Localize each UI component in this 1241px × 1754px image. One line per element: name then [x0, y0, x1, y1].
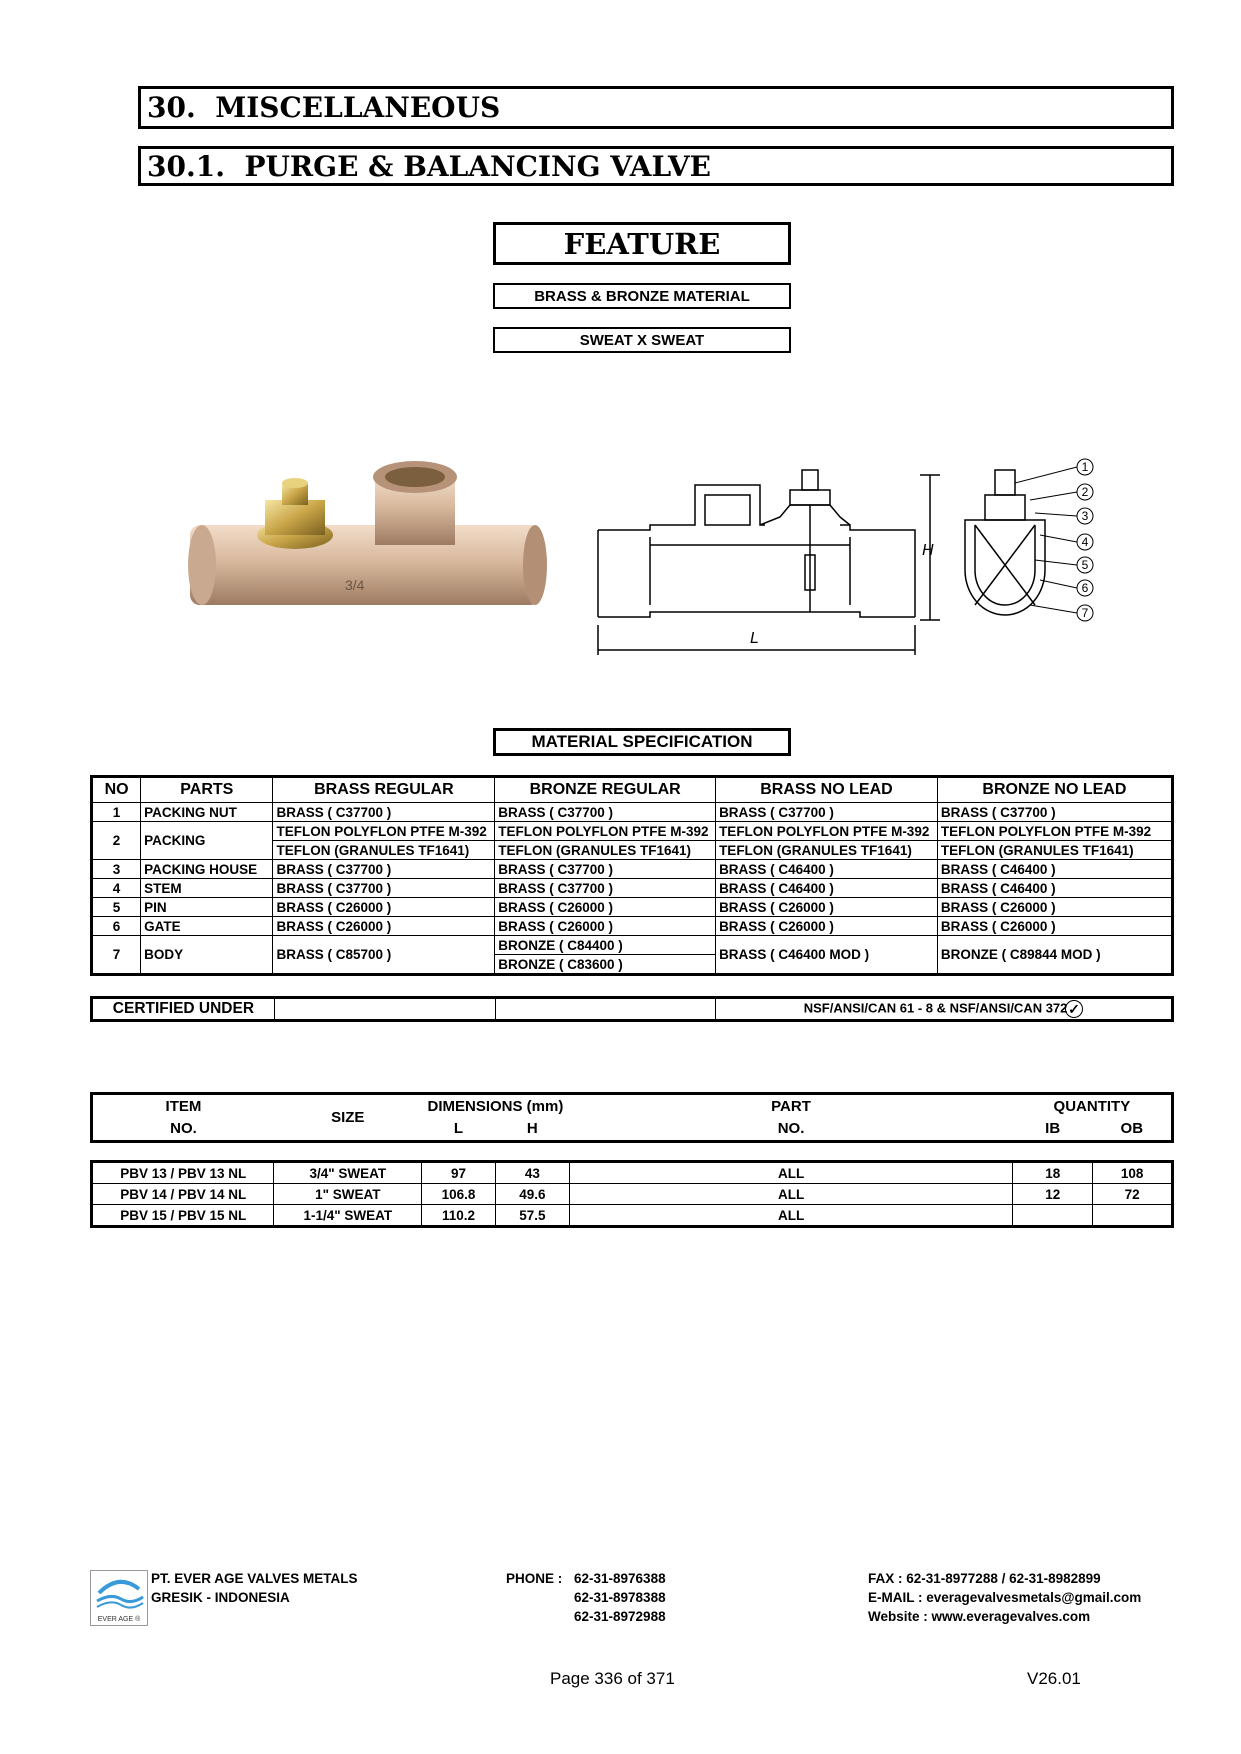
cell [495, 998, 715, 1021]
cell: 3/4" SWEAT [274, 1162, 422, 1184]
table-row [92, 803, 1173, 822]
cell: PBV 15 / PBV 15 NL [92, 1205, 274, 1227]
cell: 4 [92, 879, 141, 898]
cell: BRASS ( C85700 ) [273, 936, 495, 975]
cell: PACKING [141, 822, 273, 860]
callout-1: 1 [1081, 460, 1089, 474]
cell: 57.5 [495, 1205, 569, 1227]
cell: 108 [1093, 1162, 1173, 1184]
callout-6: 6 [1081, 581, 1089, 595]
table-row [92, 879, 1173, 898]
cell: 97 [422, 1162, 496, 1184]
page-number: Page 336 of 371 [550, 1669, 675, 1688]
cell: 1 [92, 803, 141, 822]
company-city: GRESIK - INDONESIA [151, 1590, 290, 1605]
cell: TEFLON (GRANULES TF1641) [716, 841, 938, 860]
photo-marking: 3/4 [345, 577, 365, 593]
header-size: SIZE [331, 1109, 365, 1126]
cell: BRASS ( C37700 ) [273, 803, 495, 822]
callout-3: 3 [1081, 509, 1089, 523]
phone-number: 62-31-8978388 [574, 1590, 666, 1605]
cell: ALL [569, 1162, 1013, 1184]
table-row [92, 898, 1173, 917]
phone-number: 62-31-8976388 [574, 1571, 666, 1586]
company-logo [90, 1570, 148, 1626]
table-row [92, 822, 1173, 841]
col-header: BRONZE NO LEAD [937, 777, 1172, 803]
cell: BRASS ( C46400 ) [716, 860, 938, 879]
table-row [92, 917, 1173, 936]
header-qty: QUANTITY [1053, 1097, 1131, 1115]
cell: BRONZE ( C84400 ) [495, 936, 716, 955]
callout-5: 5 [1081, 558, 1089, 572]
cell: BRASS ( C46400 ) [716, 879, 938, 898]
feature-title: FEATURE [493, 222, 791, 265]
col-header: BRONZE REGULAR [495, 777, 716, 803]
cell: STEM [141, 879, 273, 898]
cell: PBV 13 / PBV 13 NL [92, 1162, 274, 1184]
phone-number: 62-31-8972988 [574, 1609, 666, 1624]
callout-4: 4 [1081, 535, 1089, 549]
certified-label: CERTIFIED UNDER [92, 998, 275, 1021]
cell: BRASS ( C37700 ) [495, 860, 716, 879]
contact-info [868, 1569, 1141, 1626]
email: E-MAIL : everagevalvesmetals@gmail.com [868, 1590, 1142, 1605]
cell: 5 [92, 898, 141, 917]
certified-value [715, 998, 1172, 1021]
cell: 49.6 [495, 1184, 569, 1205]
cell: BRASS ( C37700 ) [495, 879, 716, 898]
header-part-no: NO. [777, 1120, 805, 1138]
cell: 18 [1013, 1162, 1093, 1184]
cell: 3 [92, 860, 141, 879]
cell: 12 [1013, 1184, 1093, 1205]
technical-drawing [590, 455, 1110, 665]
version: V26.01 [1027, 1669, 1081, 1688]
col-header: BRASS NO LEAD [716, 777, 938, 803]
material-spec-table [90, 775, 1174, 976]
section-title-text: 30. MISCELLANEOUS [147, 91, 501, 124]
cell: BRONZE ( C89844 MOD ) [937, 936, 1172, 975]
callout-7: 7 [1081, 606, 1089, 620]
cell: 72 [1093, 1184, 1173, 1205]
callout-2: 2 [1081, 485, 1089, 499]
checkmark-icon: ✓ [1065, 1000, 1083, 1018]
section-title [138, 86, 1174, 129]
product-photo [180, 455, 560, 625]
l-label: L [750, 630, 759, 647]
wave-logo-icon [91, 1571, 147, 1611]
header-ob: OB [1120, 1120, 1144, 1138]
cell: TEFLON POLYFLON PTFE M-392 [937, 822, 1172, 841]
cell: 7 [92, 936, 141, 975]
cell: PACKING NUT [141, 803, 273, 822]
header-no: NO. [170, 1120, 197, 1138]
cell: PACKING HOUSE [141, 860, 273, 879]
cell: 1" SWEAT [274, 1184, 422, 1205]
cell: BRASS ( C26000 ) [273, 898, 495, 917]
table-row [92, 860, 1173, 879]
table-row [92, 936, 1173, 955]
subsection-title-text: 30.1. PURGE & BALANCING VALVE [147, 149, 711, 183]
subsection-title [138, 146, 1174, 186]
logo-text: EVER AGE ® [97, 1616, 141, 1623]
header-item: ITEM [165, 1097, 202, 1115]
cell: BODY [141, 936, 273, 975]
certified-value-text: NSF/ANSI/CAN 61 - 8 & NSF/ANSI/CAN 372 [803, 1000, 1068, 1016]
dimensions-header-table [90, 1092, 1174, 1143]
website: Website : www.everagevalves.com [868, 1609, 1091, 1624]
cell [1093, 1205, 1173, 1227]
cell: TEFLON POLYFLON PTFE M-392 [495, 822, 716, 841]
fax: FAX : 62-31-8977288 / 62-31-8982899 [868, 1571, 1101, 1586]
cell: BRASS ( C46400 ) [937, 879, 1172, 898]
phone-numbers [574, 1569, 666, 1626]
cell: BRASS ( C37700 ) [273, 860, 495, 879]
cell: TEFLON (GRANULES TF1641) [495, 841, 716, 860]
cell: TEFLON POLYFLON PTFE M-392 [716, 822, 938, 841]
feature-item: BRASS & BRONZE MATERIAL [493, 283, 791, 309]
cell: 1-1/4" SWEAT [274, 1205, 422, 1227]
cell: TEFLON (GRANULES TF1641) [937, 841, 1172, 860]
col-header: NO [92, 777, 141, 803]
cell: BRASS ( C46400 ) [937, 860, 1172, 879]
company-info [151, 1569, 358, 1607]
cell: BRASS ( C26000 ) [495, 898, 716, 917]
cell: PIN [141, 898, 273, 917]
cell: BRASS ( C37700 ) [716, 803, 938, 822]
cell: 43 [495, 1162, 569, 1184]
header-dims: DIMENSIONS (mm) [427, 1097, 564, 1115]
header-part: PART [771, 1097, 811, 1115]
table-row [92, 1205, 1173, 1227]
feature-item: SWEAT X SWEAT [493, 327, 791, 353]
col-header: PARTS [141, 777, 273, 803]
material-header-row [92, 777, 1173, 803]
cell: 106.8 [422, 1184, 496, 1205]
material-spec-title: MATERIAL SPECIFICATION [493, 728, 791, 756]
cell [274, 998, 495, 1021]
cell: BRASS ( C37700 ) [937, 803, 1172, 822]
company-name: PT. EVER AGE VALVES METALS [151, 1571, 358, 1586]
cell: BRASS ( C26000 ) [937, 917, 1172, 936]
header-l: L [453, 1120, 464, 1138]
col-header: BRASS REGULAR [273, 777, 495, 803]
dimensions-table [90, 1160, 1174, 1228]
cell [1013, 1205, 1093, 1227]
cell: BRASS ( C26000 ) [273, 917, 495, 936]
header-ib: IB [1045, 1120, 1061, 1138]
table-row [92, 1184, 1173, 1205]
cell: BRASS ( C26000 ) [495, 917, 716, 936]
cell: PBV 14 / PBV 14 NL [92, 1184, 274, 1205]
cell: BRASS ( C26000 ) [716, 898, 938, 917]
cell: BRASS ( C46400 MOD ) [716, 936, 938, 975]
cell: 2 [92, 822, 141, 860]
cell: ALL [569, 1184, 1013, 1205]
cell: 110.2 [422, 1205, 496, 1227]
cell: TEFLON POLYFLON PTFE M-392 [273, 822, 495, 841]
header-h: H [526, 1120, 538, 1138]
cell: 6 [92, 917, 141, 936]
cell: BRASS ( C37700 ) [495, 803, 716, 822]
cell: BRONZE ( C83600 ) [495, 955, 716, 975]
cell: GATE [141, 917, 273, 936]
certified-table [90, 996, 1174, 1022]
cell: BRASS ( C26000 ) [937, 898, 1172, 917]
table-row [92, 1162, 1173, 1184]
h-label: H [922, 542, 934, 559]
cell: ALL [569, 1205, 1013, 1227]
cell: BRASS ( C26000 ) [716, 917, 938, 936]
cell: TEFLON (GRANULES TF1641) [273, 841, 495, 860]
phone-label: PHONE : [506, 1571, 563, 1586]
cell: BRASS ( C37700 ) [273, 879, 495, 898]
